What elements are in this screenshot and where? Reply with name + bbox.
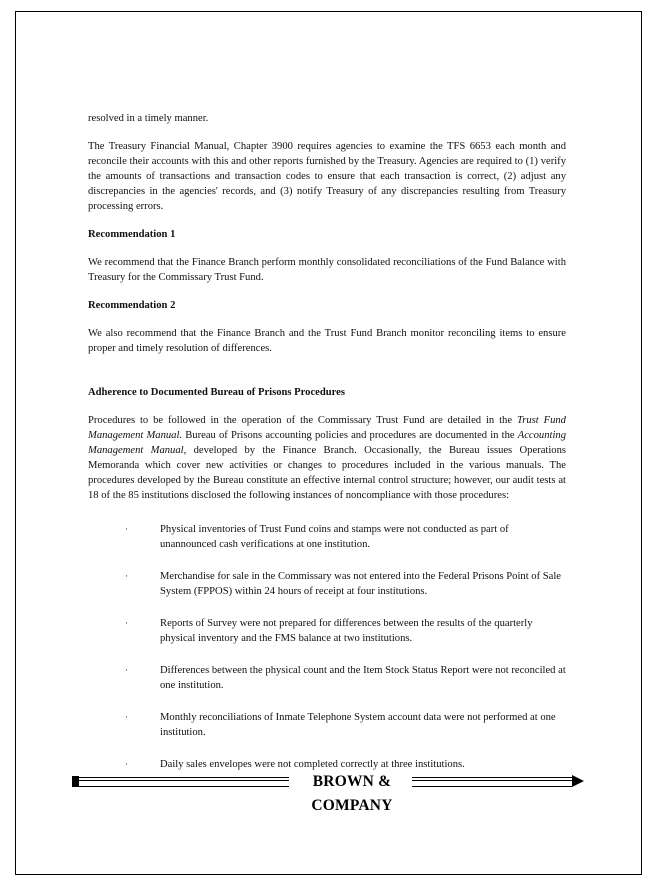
- finding-text: Monthly reconciliations of Inmate Telephone System account data were not performed at one institution.: [160, 712, 556, 738]
- recommendation-1-text: We recommend that the Finance Branch perform monthly consolidated reconciliations of the Fund Balance with Treasury for the Commissary Trust Fund.: [88, 257, 566, 283]
- firm-name: BROWN & COMPANY: [311, 773, 393, 814]
- bullet-icon: ·: [125, 665, 128, 675]
- document-body: [88, 111, 566, 789]
- finding-text: Reports of Survey were not prepared for differences between the results of the quarterly physical inventory and the FMS balance at two institutions.: [160, 618, 533, 644]
- finding-item: [88, 616, 566, 646]
- firm-footer: [72, 770, 584, 814]
- procedures-text-3: developed by the Finance Branch. Occasionally, the Bureau issues Operations Memoranda which cover new activities or changes to procedures included in the various manuals. The procedures developed by the Bureau constitute an effective internal control structure; however, our audit tests at 18 of the 85 institutions disclosed the following instances of noncompliance with those procedures:: [88, 445, 566, 501]
- bullet-icon: ·: [125, 759, 128, 769]
- bullet-icon: ·: [125, 524, 128, 534]
- recommendation-1-heading: Recommendation 1: [88, 229, 176, 240]
- trust-fund-manual-title: Trust Fund Management Manual.: [88, 415, 566, 441]
- procedures-paragraph: [88, 413, 566, 503]
- footer-rule-left: [78, 777, 289, 787]
- finding-text: Physical inventories of Trust Fund coins and stamps were not conducted as part of unannounced cash verifications at one institution.: [160, 524, 509, 550]
- footer-rule-right: [412, 777, 572, 787]
- findings-list: [88, 522, 566, 772]
- bullet-icon: ·: [125, 571, 128, 581]
- finding-item: [88, 663, 566, 693]
- finding-item: [88, 569, 566, 599]
- bullet-icon: ·: [125, 618, 128, 628]
- recommendation-2-heading: Recommendation 2: [88, 300, 176, 311]
- bullet-icon: ·: [125, 712, 128, 722]
- finding-item: [88, 710, 566, 740]
- intro-fragment: resolved in a timely manner.: [88, 113, 209, 124]
- accounting-manual-title: Accounting Management Manual,: [88, 430, 566, 456]
- tfm-paragraph: The Treasury Financial Manual, Chapter 3900 requires agencies to examine the TFS 6653 each month and reconcile their accounts with this and other reports furnished by the Treasury. Agencies are required to (1) verify the amounts of transactions and transaction codes to ensure that each transaction is correct, (2) adjust any discrepancies in the agencies' records, and (3) notify Treasury of any discrepancies resulting from Treasury processing errors.: [88, 141, 566, 212]
- arrow-right-icon: [572, 775, 584, 787]
- finding-text: Daily sales envelopes were not completed correctly at three institutions.: [160, 759, 465, 770]
- procedures-text-1: Procedures to be followed in the operation of the Commissary Trust Fund are detailed in the: [88, 415, 513, 426]
- section-heading: Adherence to Documented Bureau of Prisons Procedures: [88, 387, 345, 398]
- procedures-text-2: Bureau of Prisons accounting policies and procedures are documented in the: [182, 430, 515, 441]
- finding-text: Merchandise for sale in the Commissary was not entered into the Federal Prisons Point of Sale System (FPPOS) within 24 hours of receipt at four institutions.: [160, 571, 562, 597]
- finding-item: [88, 522, 566, 552]
- recommendation-2-text: We also recommend that the Finance Branch and the Trust Fund Branch monitor reconciling items to ensure proper and timely resolution of differences.: [88, 328, 566, 354]
- finding-text: Differences between the physical count and the Item Stock Status Report were not reconciled at one institution.: [160, 665, 566, 691]
